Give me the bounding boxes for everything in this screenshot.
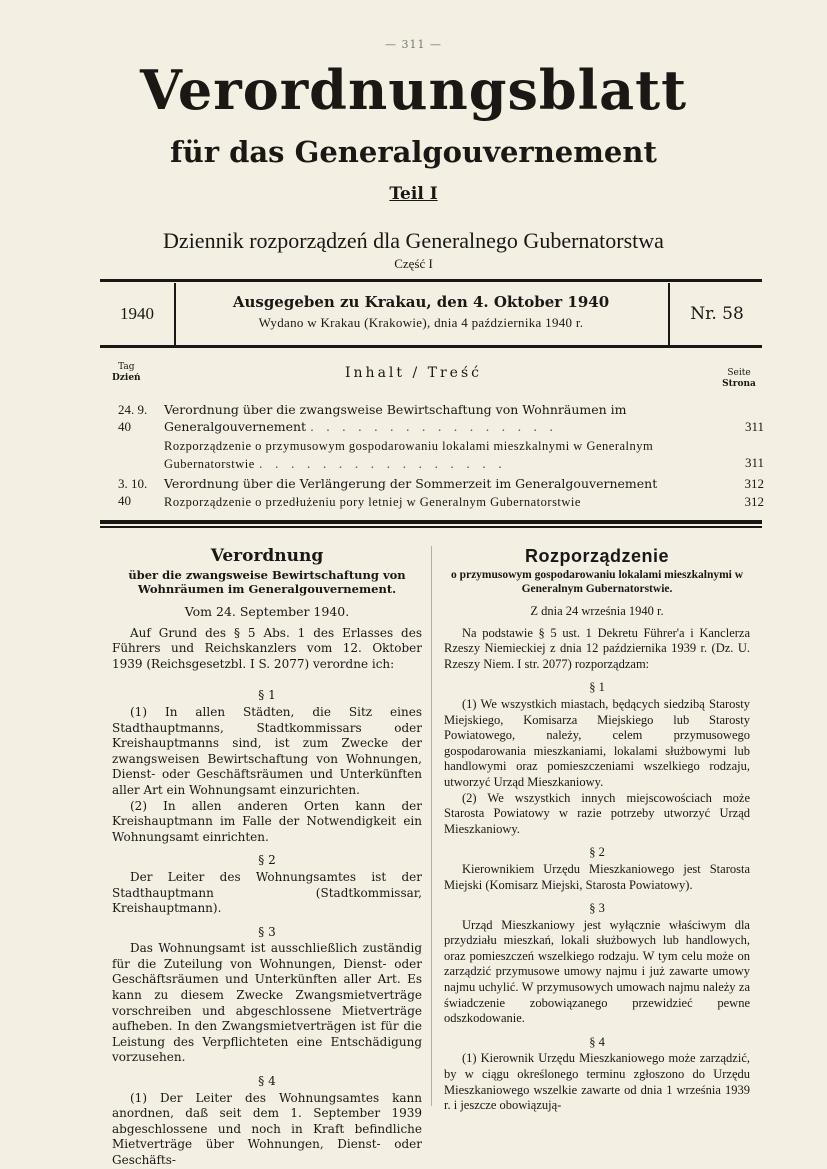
ausgegeben-line: Ausgegeben zu Krakau, den 4. Oktober 1940 (232, 293, 610, 311)
masthead-title-de: Verordnungsblatt (139, 58, 688, 122)
czesc-label: Część I (394, 256, 433, 271)
issue-number: Nr. 58 (690, 304, 744, 324)
de-section-1-para-1: (1) In allen Städten, die Sitz eines Stadthauptmanns, Stadtkommissars oder Kreishauptmanns sind, ist zum Zwecke der zwangsweisen Bewirtschaftung von Wohnungen, Dienst- oder Geschäftsräumen und Unterkünften aller Art ein Wohnungsamt einzurichten. (112, 704, 422, 797)
toc-entry-pl: Rozporządzenie o przymusowym gospodarowaniu lokalami mieszkalnymi w Generalnym Gubernatorstwie . . . . . . . . . . . . . . . . (164, 439, 654, 471)
pl-section-3-para-1: Urząd Mieszkaniowy jest wyłącznie właściwym dla przydziału mieszkań, lokali służbowych lub handlowych, oraz pomieszczeń wszelkiego rodzaju. W tym celu może on zarządzić przymusowe umowy najmu i już zawarte umowy najmu uchylić. W przymusowych umowach najmu należy za świadczenie zobowiązanego przewidzieć pewne odszkodowanie. (444, 917, 750, 1026)
toc-entry-pl: Rozporządzenie o przedłużeniu pory letniej w Generalnym Gubernatorstwie (164, 495, 581, 509)
de-section-1-label: § 1 (258, 688, 276, 703)
polish-column (444, 546, 750, 1114)
toc-tag-label: Tag Dzień (112, 362, 141, 383)
pl-section-1-para-1: (1) We wszystkich miastach, będących siedzibą Starosty Miejskiego, Komisarza Miejskiego lub Starosty Powiatowego, należy, celem przymusowego gospodarowania mieszkaniami, lokalami służbowymi lub handlowymi oraz pomieszczeniami wszelkiego rodzaju, utworzyć Urząd Mieszkaniowy. (444, 696, 750, 789)
masthead-title-pl: Dziennik rozporządzeń dla Generalnego Gubernatorstwa (163, 228, 664, 253)
pl-subtitle: o przymusowym gospodarowaniu lokalami mieszkalnymi w Generalnym Gubernatorstwie. (450, 569, 744, 595)
pl-heading: Rozporządzenie (524, 546, 669, 566)
de-section-3-label: § 3 (258, 924, 276, 939)
issue-header (100, 283, 762, 345)
de-heading: Verordnung (210, 546, 324, 566)
pl-section-4-label: § 4 (589, 1034, 605, 1049)
issue-year: 1940 (120, 304, 154, 323)
toc-page-label: Seite Strona (722, 368, 756, 389)
toc-entry-de: Verordnung über die zwangsweise Bewirtschaftung von Wohnräumen im Generalgouvernement . . . . . . . . . . . . . . . . (164, 402, 627, 434)
toc-entry (118, 475, 764, 511)
section-double-rule (100, 520, 762, 528)
de-section-2-label: § 2 (258, 853, 276, 868)
toc-entry-date: 24. 9. 40 (118, 402, 148, 434)
toc-title: Inhalt / Treść (345, 365, 482, 381)
pl-intro: Na podstawie § 5 ust. 1 Dekretu Führer'a i Kanclerza Rzeszy Niemieckiej z dnia 12 października 1939 r. (Dz. U. Rzeszy Niem. I str. 2077) rozporządzam: (444, 625, 750, 671)
pl-date: Z dnia 24 września 1940 r. (530, 604, 664, 618)
wydano-line: Wydano w Krakau (Krakowie), dnia 4 października 1940 r. (258, 315, 584, 330)
teil-label: Teil I (389, 184, 438, 204)
page-number: — 311 — (385, 38, 442, 51)
de-section-3-para-1: Das Wohnungsamt ist ausschließlich zuständig für die Zuteilung von Wohnungen, Dienst- oder Geschäftsräumen und Unterkünften aller Art. Es kann zu diesem Zwecke Zwangsmietverträge vorschreiben und abgeschlossene Mietverträge aufheben. In den Zwangsmietverträgen ist für die Leistung des Verpflichteten eine Entschädigung vorzusehen. (112, 941, 422, 1065)
pl-section-1-para-2: (2) We wszystkich innych miejscowościach może Starosta Powiatowy w razie potrzeby utworzyć Urząd Mieszkaniowy. (444, 790, 750, 836)
issue-date-block (176, 283, 666, 345)
header-top-rule (100, 279, 762, 282)
pl-section-4-para-1: (1) Kierownik Urzędu Mieszkaniowego może zarządzić, by w ciągu określonego terminu zgłoszono do Urzędu Mieszkaniowego wszelkie zawarte od dnia 1 września 1939 r. i jeszcze obowiązują- (444, 1051, 750, 1113)
pl-section-2-label: § 2 (589, 845, 605, 860)
toc-entry-pl-page: 311 (744, 455, 764, 470)
pl-section-1-label: § 1 (589, 680, 605, 695)
german-column (112, 546, 422, 1169)
de-intro: Auf Grund des § 5 Abs. 1 des Erlasses des Führers und Reichskanzlers vom 12. Oktober 1939 (Reichsgesetzbl. I S. 2077) verordne ich: (112, 625, 422, 671)
de-section-4-para-1: (1) Der Leiter des Wohnungsamtes kann anordnen, daß seit dem 1. September 1939 abgeschlossene und noch in Kraft befindliche Mietverträge über Wohnungen, Dienst- oder Geschäfts- (112, 1090, 422, 1167)
header-divider-right (668, 283, 670, 345)
toc-entry-pl-page: 312 (744, 494, 764, 509)
toc-entry-de: Verordnung über die Verlängerung der Sommerzeit im Generalgouvernement (164, 476, 658, 491)
toc-entry (118, 401, 764, 471)
toc-entry-de-page: 311 (744, 419, 764, 434)
de-subtitle: über die zwangsweise Bewirtschaftung von Wohnräumen im Generalgouvernement. (128, 568, 406, 596)
column-divider (431, 546, 432, 1106)
de-section-1-para-2: (2) In allen anderen Orten kann der Kreishauptmann im Falle der Notwendigkeit ein Wohnungsamt einrichten. (112, 798, 422, 844)
toc-entry-date: 3. 10. 40 (118, 476, 148, 508)
de-date: Vom 24. September 1940. (184, 604, 350, 619)
pl-section-3-label: § 3 (589, 901, 605, 916)
de-section-2-para-1: Der Leiter des Wohnungsamtes ist der Stadthauptmann (Stadtkommissar, Kreishauptmann). (112, 869, 422, 916)
masthead-subtitle-de: für das Generalgouvernement (170, 135, 657, 169)
header-bottom-rule (100, 345, 762, 348)
pl-section-2-para-1: Kierownikiem Urzędu Mieszkaniowego jest Starosta Miejski (Komisarz Miejski, Starosta Powiatowy). (444, 861, 750, 892)
de-section-4-label: § 4 (258, 1074, 276, 1089)
toc-entry-de-page: 312 (744, 476, 764, 491)
